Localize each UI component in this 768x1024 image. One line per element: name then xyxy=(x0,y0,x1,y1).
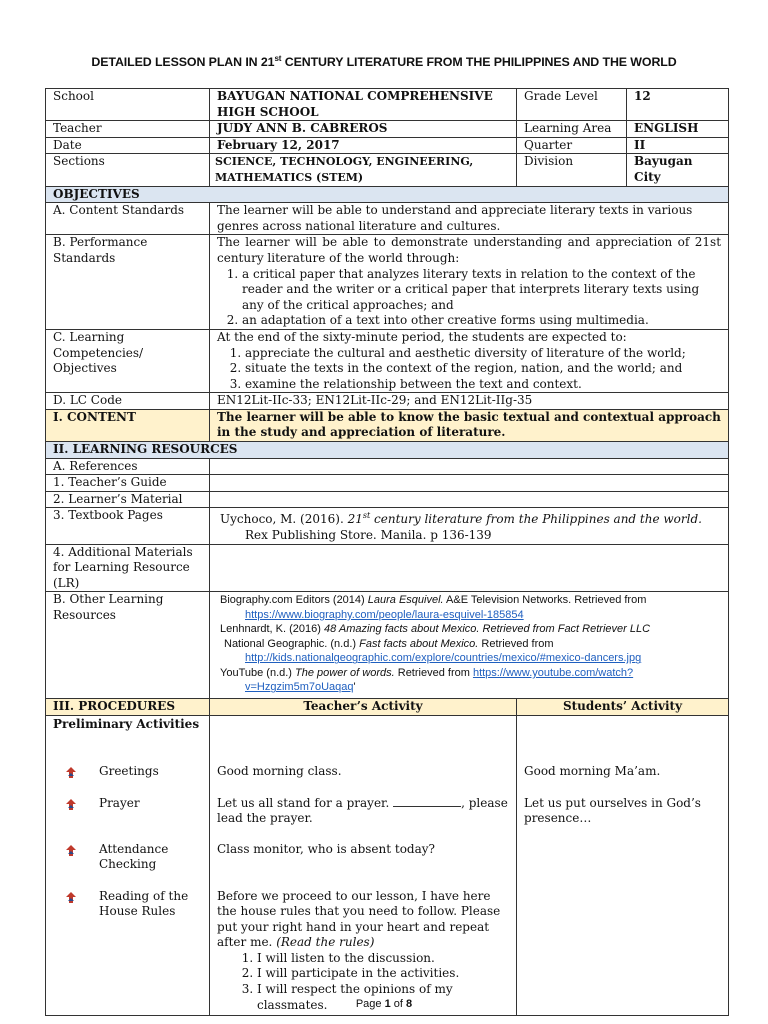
resource-lenhnardt: Lenhnardt, K. (2016) 48 Amazing facts about Mexico. Retrieved from Fact Retriever LLC xyxy=(220,623,651,636)
title-text-rest: CENTURY LITERATURE FROM THE PHILIPPINES AND THE WORLD xyxy=(281,55,677,69)
school-value: BAYUGAN NATIONAL COMPREHENSIVE HIGH SCHOOL xyxy=(210,89,517,121)
additional-materials-row xyxy=(46,544,729,592)
performance-list xyxy=(217,267,721,329)
header-row-sections xyxy=(46,154,729,186)
date-value: February 12, 2017 xyxy=(210,137,517,154)
textbook-citation xyxy=(220,508,721,528)
learners-material-label: 2. Learner’s Material xyxy=(46,491,210,508)
performance-item: 2. an adaptation of a text into other creative forms using multimedia. xyxy=(242,313,721,329)
procedures-heading: III. PROCEDURES xyxy=(46,698,210,715)
performance-item: 1. a critical paper that analyzes literary texts in relation to the context of the reader and the writer or a critical paper that interprets literary texts using any of the critical approaches; and xyxy=(242,267,721,314)
students-activity-cell xyxy=(517,715,729,1016)
current-page: 1 xyxy=(384,998,391,1010)
textbook-title-num: 21 xyxy=(347,512,363,527)
area-value: ENGLISH xyxy=(627,121,729,138)
teachers-guide-value xyxy=(210,475,729,492)
sections-value: SCIENCE, TECHNOLOGY, ENGINEERING, MATHEMATICS (STEM) xyxy=(210,154,517,186)
content-heading: I. CONTENT xyxy=(46,409,210,441)
performance-intro: The learner will be able to demonstrate understanding and appreciation of 21st century literature of the world through: xyxy=(217,235,722,265)
additional-materials-value xyxy=(210,544,729,592)
lc-code-label: D. LC Code xyxy=(46,393,210,410)
attendance-label: Attendance Checking xyxy=(99,841,169,872)
greetings-item xyxy=(53,764,202,796)
house-rule: 3. I will respect the opinions of my classmates. xyxy=(257,982,509,1013)
prayer-label: Prayer xyxy=(99,795,140,810)
competencies-row xyxy=(46,329,729,392)
procedures-body-row xyxy=(46,715,729,1016)
teacher-label: Teacher xyxy=(46,121,210,138)
resource-natgeo: National Geographic. (n.d.) Fast facts about Mexico. Retrieved from xyxy=(224,637,554,650)
quarter-value: II xyxy=(627,137,729,154)
performance-standards-label: B. Performance Standards xyxy=(46,235,210,330)
teacher-value: JUDY ANN B. CABREROS xyxy=(210,121,517,138)
document-title xyxy=(0,55,768,69)
area-label: Learning Area xyxy=(517,121,627,138)
rules-note: (Read the rules) xyxy=(276,935,375,950)
prayer-item xyxy=(53,796,202,842)
title-text: DETAILED LESSON PLAN IN 21 xyxy=(91,55,275,69)
natgeo-link[interactable]: http://kids.nationalgeographic.com/explore/countries/mexico/#mexico-dancers.jpg xyxy=(245,652,642,665)
content-row xyxy=(46,409,729,441)
youtube-link[interactable]: https://www.youtube.com/watch? xyxy=(472,666,634,679)
other-resources-row xyxy=(46,592,729,699)
resource-youtube: YouTube (n.d.) The power of words. Retrieved from https://www.youtube.com/watch? xyxy=(220,666,634,679)
learners-material-row xyxy=(46,491,729,508)
prayer-teacher: Let us all stand for a prayer. , please lead the prayer. xyxy=(217,795,508,826)
rules-teacher: Before we proceed to our lesson, I have here the house rules that you need to follow. Please put your right hand in your heart and repeat after me. (Read the rules) xyxy=(217,888,501,950)
additional-materials-label: 4. Additional Materials for Learning Resource (LR) xyxy=(46,544,210,592)
procedures-labels-cell xyxy=(46,715,210,1016)
objectives-heading-row xyxy=(46,186,729,203)
grade-label: Grade Level xyxy=(517,89,627,121)
arrow-bullet-icon xyxy=(53,889,99,903)
textbook-title xyxy=(348,512,702,526)
attendance-item xyxy=(53,842,202,889)
teachers-guide-label: 1. Teacher’s Guide xyxy=(46,475,210,492)
resources-heading-row xyxy=(46,442,729,459)
textbook-publisher: Rex Publishing Store. Manila. p 136-139 xyxy=(245,528,492,543)
procedures-heading-row xyxy=(46,698,729,715)
content-standards-row xyxy=(46,203,729,235)
date-label: Date xyxy=(46,137,210,154)
textbook-title-text: century literature from the Philippines and the world. xyxy=(370,512,702,527)
textbook-title-sup: st xyxy=(362,511,371,521)
rules-item xyxy=(53,889,202,920)
resource-biography: Biography.com Editors (2014) Laura Esquivel. A&E Television Networks. Retrieved from xyxy=(220,594,647,607)
references-label: A. References xyxy=(46,458,210,475)
greetings-student: Good morning Ma’am. xyxy=(524,763,661,778)
arrow-bullet-icon xyxy=(53,842,99,856)
textbook-label: 3. Textbook Pages xyxy=(46,508,210,544)
competencies-list xyxy=(217,346,721,393)
content-text: The learner will be able to know the basic textual and contextual approach in the study and appreciation of literature. xyxy=(210,409,729,441)
division-value: Bayugan City xyxy=(627,154,729,186)
lc-code-text: EN12Lit-IIc-33; EN12Lit-IIc-29; and EN12Lit-IIg-35 xyxy=(210,393,729,410)
arrow-bullet-icon xyxy=(53,796,99,810)
resources-heading: II. LEARNING RESOURCES xyxy=(46,442,729,459)
students-activity-heading: Students’ Activity xyxy=(517,698,729,715)
house-rule: 1. I will listen to the discussion. xyxy=(257,951,509,967)
greetings-teacher: Good morning class. xyxy=(217,763,342,778)
performance-standards-row xyxy=(46,235,729,330)
objectives-heading: OBJECTIVES xyxy=(46,186,729,203)
page-number: Page 1 of 8 xyxy=(355,998,413,1010)
header-row-school xyxy=(46,89,729,121)
sections-label: Sections xyxy=(46,154,210,186)
preliminary-label: Preliminary Activities xyxy=(53,716,200,731)
performance-standards-cell xyxy=(210,235,729,330)
header-row-date xyxy=(46,137,729,154)
content-standards-label: A. Content Standards xyxy=(46,203,210,235)
lesson-plan-table xyxy=(45,88,729,1016)
references-value xyxy=(210,458,729,475)
other-resources-label: B. Other Learning Resources xyxy=(46,592,210,699)
total-pages: 8 xyxy=(406,998,413,1010)
header-row-teacher xyxy=(46,121,729,138)
name-blank xyxy=(393,796,461,807)
other-resources-cell: Biography.com Editors (2014) Laura Esquivel. A&E Television Networks. Retrieved from https://www.biography.com/people/laura-esquivel-185854 Lenhnardt, K. (2016) 48 Amazing facts about Mexico. Retrieved from Fact Retriever LLC National Geographic. (n.d.) Fast facts about Mexico. Retrieved from http://kids.nationalgeographic.com/explore/countries/mexico/#mexico-dancers.jpg YouTube (n.d.) The power of words. Retrieved from https://www.youtube.com/watch? v=Hzgzim5m7oUaqaq' xyxy=(210,592,729,699)
prayer-student: Let us put ourselves in God’s presence… xyxy=(524,795,701,826)
learners-material-value xyxy=(210,491,729,508)
teacher-activity-cell xyxy=(210,715,517,1016)
house-rule: 2. I will participate in the activities. xyxy=(257,966,509,982)
competencies-intro: At the end of the sixty-minute period, the students are expected to: xyxy=(217,329,627,344)
greetings-label: Greetings xyxy=(99,763,159,778)
textbook-author: Uychoco, M. (2016). xyxy=(220,512,344,527)
textbook-row xyxy=(46,508,729,544)
lc-code-row xyxy=(46,393,729,410)
arrow-bullet-icon xyxy=(53,764,99,778)
quarter-label: Quarter xyxy=(517,137,627,154)
textbook-cell xyxy=(210,508,729,544)
school-label: School xyxy=(46,89,210,121)
division-label: Division xyxy=(517,154,627,186)
competency-item: 3. examine the relationship between the text and context. xyxy=(245,377,721,393)
teachers-guide-row xyxy=(46,475,729,492)
competency-item: 1. appreciate the cultural and aesthetic diversity of literature of the world; xyxy=(245,346,721,362)
title-superscript: st xyxy=(274,54,282,63)
content-standards-text: The learner will be able to understand and appreciate literary texts in various genres across national literature and cultures. xyxy=(210,203,729,235)
rules-label: Reading of the House Rules xyxy=(99,888,189,919)
competencies-label: C. Learning Competencies/ Objectives xyxy=(46,329,210,392)
grade-value: 12 xyxy=(627,89,729,121)
youtube-link-cont[interactable]: v=Hzgzim5m7oUaqaq xyxy=(245,681,354,694)
attendance-teacher: Class monitor, who is absent today? xyxy=(217,841,435,856)
competencies-cell xyxy=(210,329,729,392)
teacher-activity-heading: Teacher’s Activity xyxy=(210,698,517,715)
biography-link[interactable]: https://www.biography.com/people/laura-esquivel-185854 xyxy=(245,608,524,621)
competency-item: 2. situate the texts in the context of the region, nation, and the world; and xyxy=(245,361,721,377)
references-row xyxy=(46,458,729,475)
